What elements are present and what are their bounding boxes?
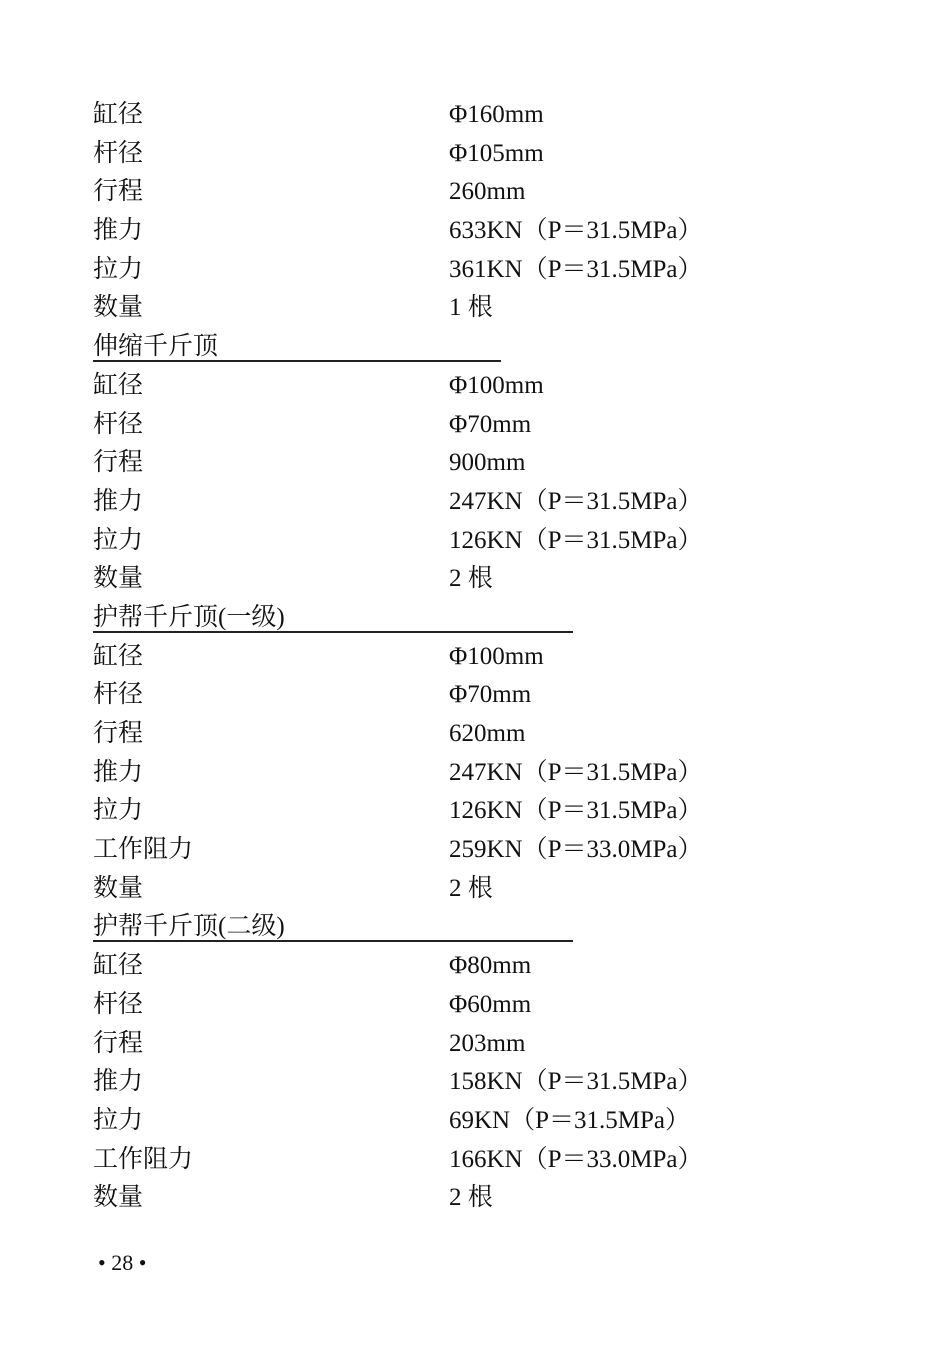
section-title: 护帮千斤顶(二级) xyxy=(93,913,285,941)
spec-row xyxy=(0,173,950,212)
spec-row xyxy=(0,1179,950,1218)
spec-label: 数量 xyxy=(93,294,144,322)
section-heading xyxy=(0,328,950,367)
spec-label: 缸径 xyxy=(93,642,144,670)
spec-label: 数量 xyxy=(93,565,144,593)
spec-label: 推力 xyxy=(93,758,144,786)
spec-row xyxy=(0,367,950,406)
spec-label: 行程 xyxy=(93,449,144,477)
spec-value: Φ70mm xyxy=(449,410,532,438)
spec-row xyxy=(0,560,950,599)
spec-label: 工作阻力 xyxy=(93,836,194,864)
section-heading xyxy=(0,908,950,947)
section-title: 护帮千斤顶(一级) xyxy=(93,603,285,631)
spec-value: Φ80mm xyxy=(449,952,532,980)
spec-row xyxy=(0,444,950,483)
spec-row xyxy=(0,870,950,909)
spec-value: Φ100mm xyxy=(449,642,544,670)
spec-label: 数量 xyxy=(93,874,144,902)
spec-value: 247KN（P＝31.5MPa） xyxy=(449,758,703,786)
spec-label: 推力 xyxy=(93,217,144,245)
spec-row xyxy=(0,406,950,445)
spec-label: 杆径 xyxy=(93,410,144,438)
spec-row xyxy=(0,754,950,793)
spec-value: 259KN（P＝33.0MPa） xyxy=(449,836,703,864)
spec-group xyxy=(0,328,950,599)
spec-row xyxy=(0,831,950,870)
spec-label: 缸径 xyxy=(93,952,144,980)
section-heading xyxy=(0,599,950,638)
spec-label: 拉力 xyxy=(93,255,144,283)
spec-label: 杆径 xyxy=(93,139,144,167)
spec-value: 361KN（P＝31.5MPa） xyxy=(449,255,703,283)
spec-value: 247KN（P＝31.5MPa） xyxy=(449,487,703,515)
spec-value: Φ60mm xyxy=(449,990,532,1018)
section-title: 伸缩千斤顶 xyxy=(93,333,219,361)
spec-label: 杆径 xyxy=(93,681,144,709)
spec-label: 行程 xyxy=(93,1029,144,1057)
spec-row xyxy=(0,251,950,290)
spec-row xyxy=(0,135,950,174)
spec-label: 推力 xyxy=(93,1068,144,1096)
spec-value: Φ105mm xyxy=(449,139,544,167)
spec-value: 2 根 xyxy=(449,1184,493,1212)
spec-row xyxy=(0,638,950,677)
spec-value: 126KN（P＝31.5MPa） xyxy=(449,797,703,825)
spec-value: 900mm xyxy=(449,449,526,477)
spec-value: 166KN（P＝33.0MPa） xyxy=(449,1145,703,1173)
spec-label: 数量 xyxy=(93,1184,144,1212)
heading-underline xyxy=(93,631,573,633)
spec-row xyxy=(0,212,950,251)
heading-underline xyxy=(93,360,501,362)
spec-label: 推力 xyxy=(93,487,144,515)
spec-label: 拉力 xyxy=(93,797,144,825)
spec-value: 203mm xyxy=(449,1029,526,1057)
spec-value: 633KN（P＝31.5MPa） xyxy=(449,217,703,245)
spec-row xyxy=(0,96,950,135)
spec-document xyxy=(0,96,950,1218)
spec-value: 2 根 xyxy=(449,565,493,593)
spec-group xyxy=(0,96,950,328)
spec-row xyxy=(0,986,950,1025)
spec-group xyxy=(0,908,950,1218)
spec-value: 1 根 xyxy=(449,294,493,322)
spec-value: 158KN（P＝31.5MPa） xyxy=(449,1068,703,1096)
spec-row xyxy=(0,1063,950,1102)
spec-label: 拉力 xyxy=(93,526,144,554)
spec-value: 126KN（P＝31.5MPa） xyxy=(449,526,703,554)
spec-row xyxy=(0,1102,950,1141)
heading-underline xyxy=(93,940,573,942)
spec-label: 行程 xyxy=(93,720,144,747)
spec-label: 拉力 xyxy=(93,1106,144,1134)
spec-row xyxy=(0,676,950,715)
spec-group xyxy=(0,599,950,909)
spec-label: 缸径 xyxy=(93,371,144,399)
spec-value: Φ160mm xyxy=(449,101,544,128)
spec-value: 69KN（P＝31.5MPa） xyxy=(449,1106,690,1134)
spec-value: 260mm xyxy=(449,178,526,206)
spec-row xyxy=(0,1025,950,1064)
spec-label: 行程 xyxy=(93,178,144,206)
spec-row xyxy=(0,792,950,831)
spec-row xyxy=(0,1141,950,1180)
page-number: • 28 • xyxy=(98,1250,147,1275)
spec-row xyxy=(0,522,950,561)
spec-row xyxy=(0,947,950,986)
spec-label: 工作阻力 xyxy=(93,1145,194,1173)
spec-value: 620mm xyxy=(449,720,526,747)
spec-value: Φ70mm xyxy=(449,681,532,709)
spec-row xyxy=(0,289,950,328)
spec-row xyxy=(0,715,950,754)
spec-value: Φ100mm xyxy=(449,371,544,399)
spec-value: 2 根 xyxy=(449,874,493,902)
spec-row xyxy=(0,483,950,522)
spec-label: 杆径 xyxy=(93,990,144,1018)
spec-label: 缸径 xyxy=(93,101,144,128)
